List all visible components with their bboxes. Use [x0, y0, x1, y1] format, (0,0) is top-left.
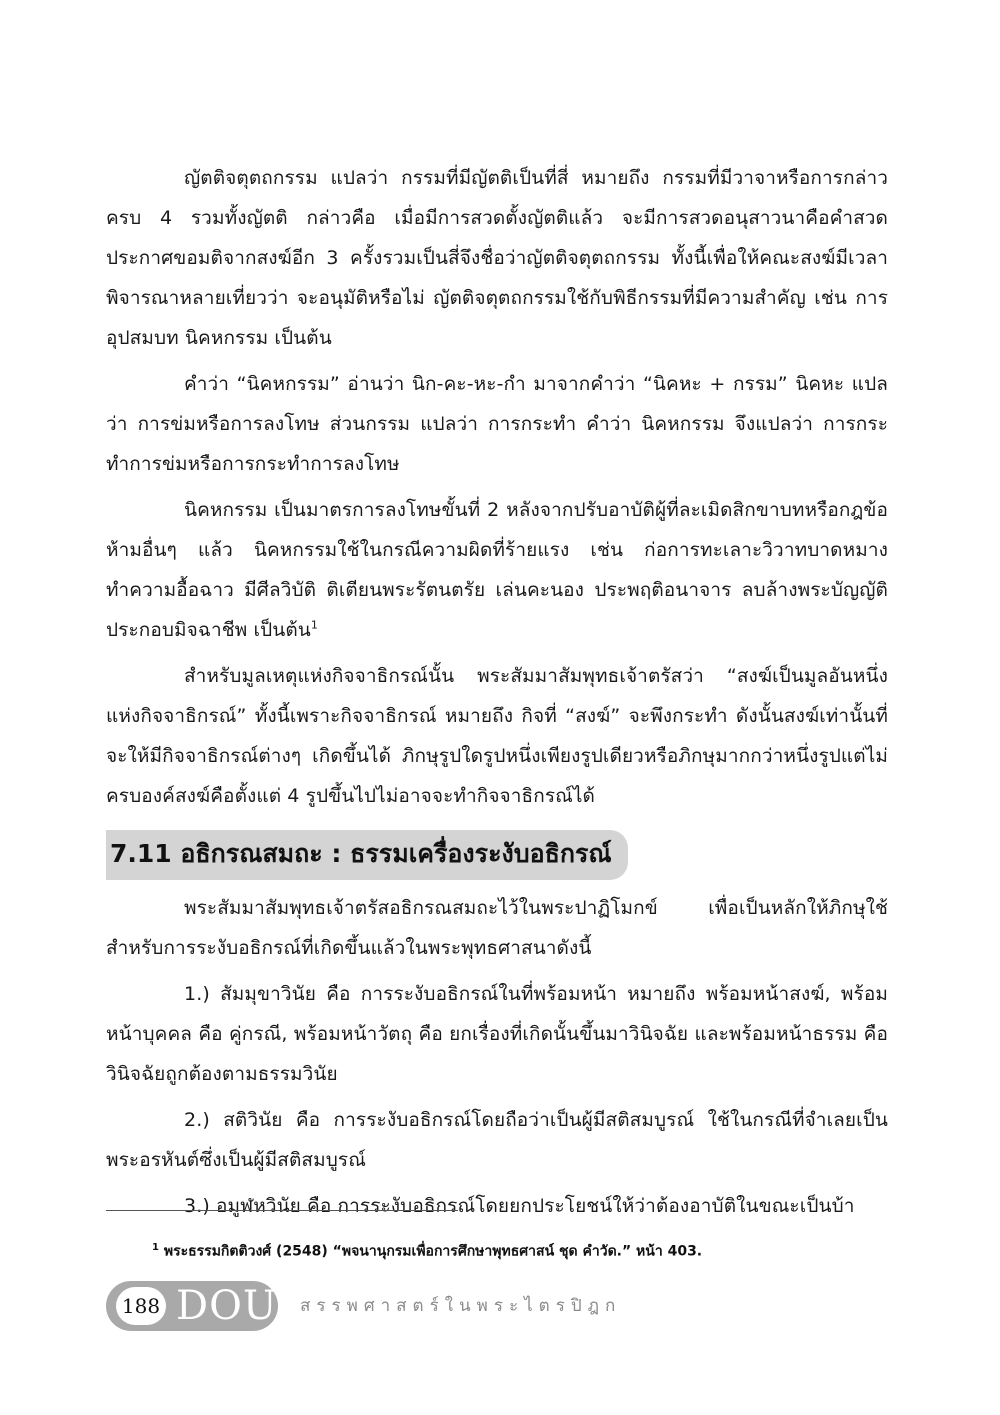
footer-pill [106, 1281, 278, 1331]
section-heading: 7.11 อธิกรณสมถะ : ธรรมเครื่องระงับอธิกรณ์ [106, 830, 628, 880]
running-title: สรรพศาสตร์ในพระไตรปิฎก [300, 1296, 622, 1316]
paragraph: ญัตติจตุตถกรรม แปลว่า กรรมที่มีญัตติเป็นที่สี่ หมายถึง กรรมที่มีวาจาหรือการกล่าวครบ 4 รวมทั้งญัตติ กล่าวคือ เมื่อมีการสวดตั้งญัตติแล้ว จะมีการสวดอนุสาวนาคือคำสวดประกาศขอมติจากสงฆ์อีก 3 ครั้งรวมเป็นสี่จึงชื่อว่าญัตติจตุตถกรรม ทั้งนี้เพื่อให้คณะสงฆ์มีเวลาพิจารณาหลายเที่ยวว่า จะอนุมัติหรือไม่ ญัตติจตุตถกรรมใช้กับพิธีกรรมที่มีความสำคัญ เช่น การอุปสมบท นิคหกรรม เป็นต้น [106, 167, 888, 349]
page-body [106, 158, 888, 1232]
list-item: 2.) สติวินัย คือ การระงับอธิกรณ์โดยถือว่าเป็นผู้มีสติสมบูรณ์ ใช้ในกรณีที่จำเลยเป็นพระอรหันต์ซึ่งเป็นผู้มีสติสมบูรณ์ [106, 1109, 888, 1171]
paragraph-with-footnote [106, 490, 888, 650]
footnote [152, 1238, 702, 1262]
paragraph-text: นิคหกรรม เป็นมาตรการลงโทษขั้นที่ 2 หลังจากปรับอาบัติผู้ที่ละเมิดสิกขาบทหรือกฎข้อห้ามอื่นๆ แล้ว นิคหกรรมใช้ในกรณีความผิดที่ร้ายแรง เช่น ก่อการทะเลาะวิวาทบาดหมาง ทำความอื้อฉาว มีศีลวิบัติ ติเตียนพระรัตนตรัย เล่นคะนอง ประพฤติอนาจาร ลบล้างพระบัญญัติ ประกอบมิจฉาชีพ เป็นต้น [106, 499, 888, 641]
footnote-text: พระธรรมกิตติวงศ์ (2548) “พจนานุกรมเพื่อการศึกษาพุทธศาสน์ ชุด คำวัด.” หน้า 403. [163, 1243, 703, 1260]
dou-logo: DOU [176, 1283, 278, 1329]
paragraph: สำหรับมูลเหตุแห่งกิจจาธิกรณ์นั้น พระสัมมาสัมพุทธเจ้าตรัสว่า “สงฆ์เป็นมูลอันหนึ่งแห่งกิจจาธิกรณ์” ทั้งนี้เพราะกิจจาธิกรณ์ หมายถึง กิจที่ “สงฆ์” จะพึงกระทำ ดังนั้นสงฆ์เท่านั้นที่จะให้มีกิจจาธิกรณ์ต่างๆ เกิดขึ้นได้ ภิกษุรูปใดรูปหนึ่งเพียงรูปเดียวหรือภิกษุมากกว่าหนึ่งรูปแต่ไม่ครบองค์สงฆ์คือตั้งแต่ 4 รูปขึ้นไปไม่อาจจะทำกิจจาธิกรณ์ได้ [106, 665, 888, 807]
footnote-divider [106, 1210, 458, 1211]
section-heading-band [106, 830, 888, 880]
footnote-marker: 1 [152, 1242, 159, 1253]
list-item: 1.) สัมมุขาวินัย คือ การระงับอธิกรณ์ในที่พร้อมหน้า หมายถึง พร้อมหน้าสงฆ์, พร้อมหน้าบุคคล คือ คู่กรณี, พร้อมหน้าวัตถุ คือ ยกเรื่องที่เกิดนั้นขึ้นมาวินิจฉัย และพร้อมหน้าธรรม คือ วินิจฉัยถูกต้องตามธรรมวินัย [106, 983, 888, 1085]
paragraph: คำว่า “นิคหกรรม” อ่านว่า นิก-คะ-หะ-กำ มาจากคำว่า “นิคหะ + กรรม” นิคหะ แปลว่า การข่มหรือการลงโทษ ส่วนกรรม แปลว่า การกระทำ คำว่า นิคหกรรม จึงแปลว่า การกระทำการข่มหรือการกระทำการลงโทษ [106, 373, 888, 475]
list-item: 3.) อมูฬหวินัย คือ การระงับอธิกรณ์โดยยกประโยชน์ให้ว่าต้องอาบัติในขณะเป็นบ้า [184, 1195, 855, 1217]
footnote-reference: 1 [310, 618, 318, 632]
paragraph: พระสัมมาสัมพุทธเจ้าตรัสอธิกรณสมถะไว้ในพระปาฏิโมกข์ เพื่อเป็นหลักให้ภิกษุใช้สำหรับการระงับอธิกรณ์ที่เกิดขึ้นแล้วในพระพุทธศาสนาดังนี้ [106, 897, 888, 959]
page-number: 188 [116, 1287, 166, 1325]
